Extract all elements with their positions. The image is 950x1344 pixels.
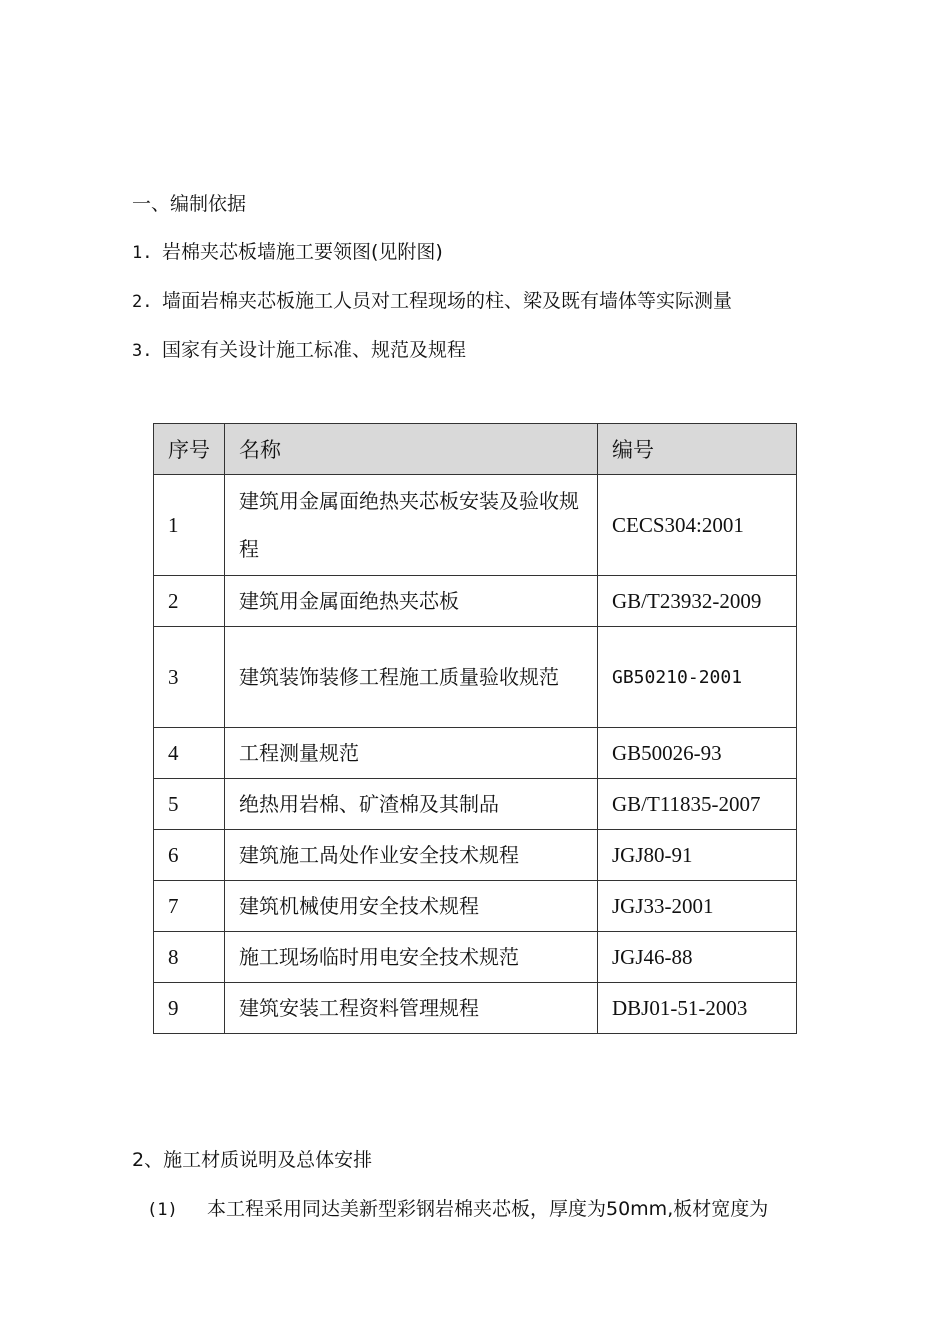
table-row xyxy=(154,983,797,1034)
cell-no: 9 xyxy=(154,983,225,1034)
header-code: 编号 xyxy=(598,424,797,475)
cell-name: 建筑装饰装修工程施工质量验收规范 xyxy=(225,627,598,728)
list-number: 2. xyxy=(132,292,153,312)
standards-table xyxy=(153,423,797,1034)
materials-paragraph xyxy=(147,1194,768,1221)
table-row xyxy=(154,779,797,830)
cell-no: 5 xyxy=(154,779,225,830)
cell-name: 施工现场临时用电安全技术规范 xyxy=(225,932,598,983)
basis-item-1 xyxy=(132,237,443,264)
table-row xyxy=(154,932,797,983)
cell-no: 3 xyxy=(154,627,225,728)
cell-name: 绝热用岩棉、矿渣棉及其制品 xyxy=(225,779,598,830)
cell-code: JGJ80-91 xyxy=(598,830,797,881)
cell-no: 1 xyxy=(154,475,225,576)
header-name: 名称 xyxy=(225,424,598,475)
table-row xyxy=(154,576,797,627)
cell-code: JGJ33-2001 xyxy=(598,881,797,932)
list-number: 3. xyxy=(132,341,153,361)
basis-item-2 xyxy=(132,286,732,313)
paragraph-number: (1) xyxy=(147,1200,178,1220)
cell-name: 建筑用金属面绝热夹芯板 xyxy=(225,576,598,627)
table-row xyxy=(154,830,797,881)
basis-item-3 xyxy=(132,335,466,362)
cell-code: GB50210-2001 xyxy=(598,627,797,728)
table-row xyxy=(154,881,797,932)
cell-no: 8 xyxy=(154,932,225,983)
list-text: 国家有关设计施工标准、规范及规程 xyxy=(162,339,467,361)
cell-name: 工程测量规范 xyxy=(225,728,598,779)
cell-code: DBJ01-51-2003 xyxy=(598,983,797,1034)
cell-name: 建筑施工咼处作业安全技术规程 xyxy=(225,830,598,881)
cell-no: 7 xyxy=(154,881,225,932)
list-number: 1. xyxy=(132,243,153,263)
cell-code: CECS304:2001 xyxy=(598,475,797,576)
cell-name: 建筑安装工程资料管理规程 xyxy=(225,983,598,1034)
cell-name: 建筑机械使用安全技术规程 xyxy=(225,881,598,932)
list-text: 墙面岩棉夹芯板施工人员对工程现场的柱、梁及既有墙体等实际测量 xyxy=(162,290,733,312)
cell-no: 2 xyxy=(154,576,225,627)
paragraph-text: 本工程采用同达美新型彩钢岩棉夹芯板，厚度为50mm,板材宽度为 xyxy=(207,1198,769,1220)
cell-name: 建筑用金属面绝热夹芯板安装及验收规程 xyxy=(225,475,598,576)
section-heading-materials: 2、施工材质说明及总体安排 xyxy=(132,1149,373,1171)
cell-no: 4 xyxy=(154,728,225,779)
table-header-row xyxy=(154,424,797,475)
table-row xyxy=(154,728,797,779)
cell-code: GB/T23932-2009 xyxy=(598,576,797,627)
section-heading-basis: 一、编制依据 xyxy=(132,193,247,215)
cell-no: 6 xyxy=(154,830,225,881)
cell-code: GB50026-93 xyxy=(598,728,797,779)
cell-code: GB/T11835-2007 xyxy=(598,779,797,830)
list-text: 岩棉夹芯板墙施工要领图(见附图) xyxy=(162,241,443,263)
header-no: 序号 xyxy=(154,424,225,475)
cell-code: JGJ46-88 xyxy=(598,932,797,983)
table-row xyxy=(154,627,797,728)
table-row xyxy=(154,475,797,576)
